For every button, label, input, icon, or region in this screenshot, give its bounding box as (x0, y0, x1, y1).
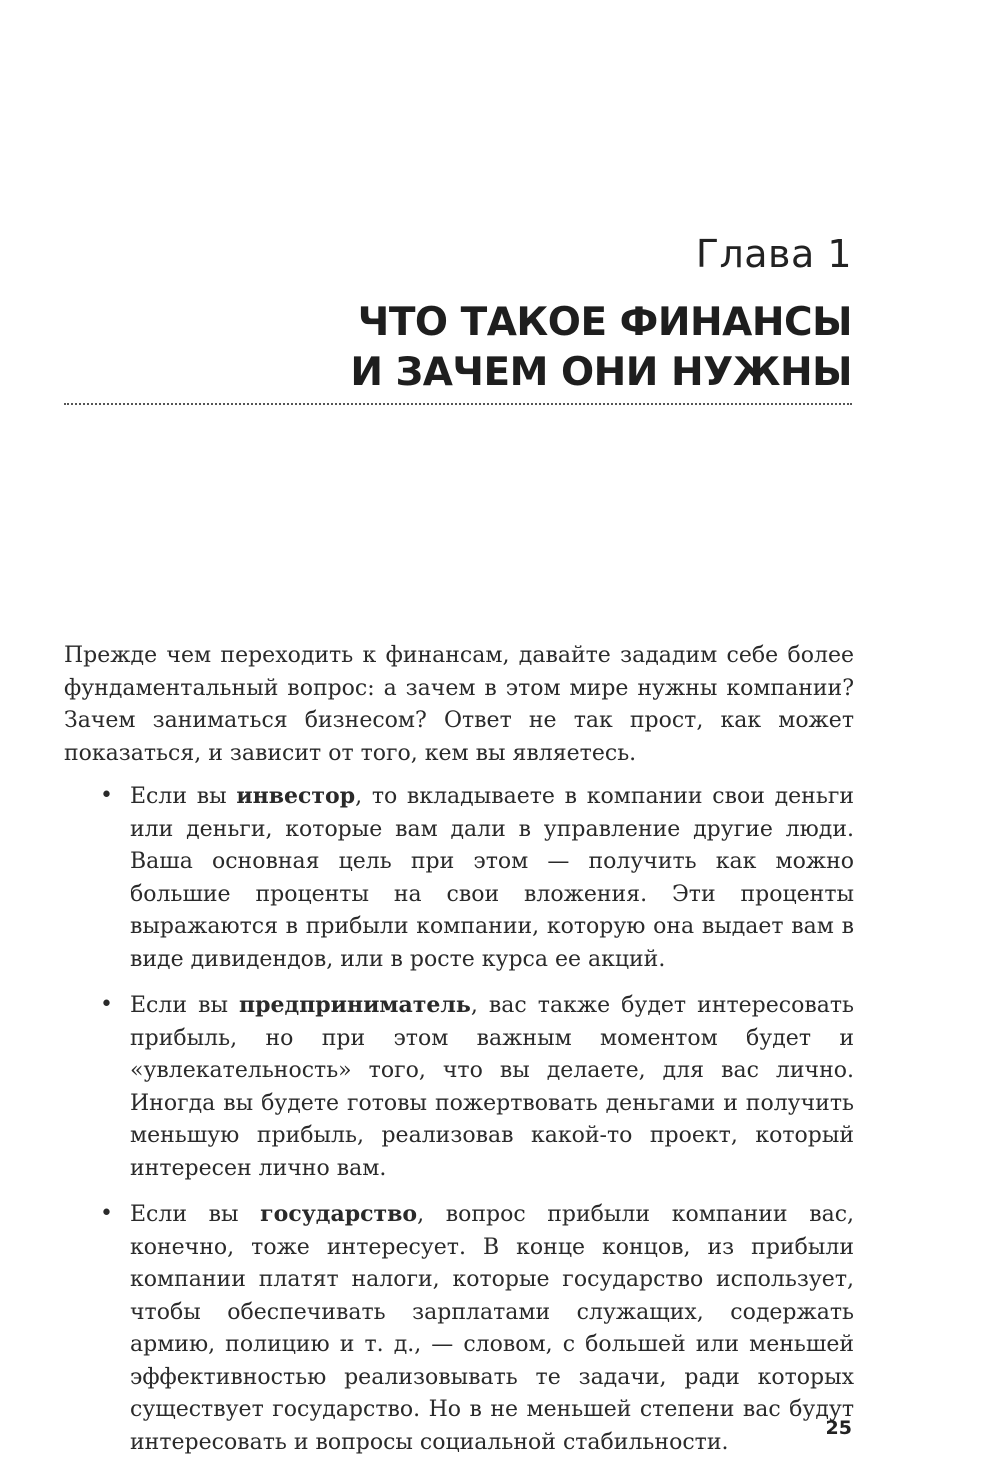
bullet-text: , то вкладываете в компании свои деньги или деньги, которые вам дали в управление другие люди. Ваша основная цель при этом — получить как можно большие проценты на свои вложения. Эти проценты выражаются в прибыли компании, которую она выдает вам в виде дивидендов, или в росте курса ее акций. (130, 784, 855, 972)
bullet-term: предприниматель (239, 992, 471, 1018)
chapter-label: Глава 1 (695, 232, 852, 276)
bullet-term: инвестор (236, 783, 356, 809)
body-text (64, 640, 854, 1472)
bullet-term: государство (260, 1201, 418, 1227)
bullet-list (64, 780, 854, 1459)
chapter-title (350, 298, 852, 398)
list-item (64, 989, 854, 1185)
page-number: 25 (825, 1417, 852, 1439)
bullet-prefix: Если вы (130, 784, 237, 809)
bullet-icon: • (100, 1201, 113, 1226)
bullet-text: , вас также будет интересовать прибыль, но при этом важным моментом будет и «увлекательность» того, что вы делаете, для вас лично. Иногда вы будете готовы пожертвовать деньгами и получить меньшую прибыль, реализовав какой-то проект, который интересен лично вам. (130, 993, 854, 1181)
chapter-title-line-1: ЧТО ТАКОЕ ФИНАНСЫ (357, 300, 852, 345)
bullet-prefix: Если вы (130, 993, 240, 1018)
bullet-prefix: Если вы (130, 1202, 261, 1227)
list-item (64, 1198, 854, 1459)
intro-paragraph: Прежде чем переходить к финансам, давайте зададим себе более фундаментальный вопрос: а зачем в этом мире нужны компании? Зачем заниматься бизнесом? Ответ не так прост, как может показаться, и зависит от того, кем вы являетесь. (64, 643, 854, 766)
bullet-icon: • (100, 992, 113, 1017)
dotted-divider (64, 403, 852, 405)
bullet-icon: • (100, 783, 113, 808)
chapter-title-line-2: И ЗАЧЕМ ОНИ НУЖНЫ (350, 350, 852, 395)
list-item (64, 780, 854, 976)
bullet-text: , вопрос прибыли компании вас, конечно, тоже интересует. В конце концов, из прибыли компании платят налоги, которые государство использует, чтобы обеспечивать зарплатами служащих, содержать армию, полицию и т. д., — словом, с большей или меньшей эффективностью реализовывать те задачи, ради которых существует государство. Но в не меньшей степени вас будут интересовать и вопросы социальной стабильности. (130, 1202, 855, 1455)
